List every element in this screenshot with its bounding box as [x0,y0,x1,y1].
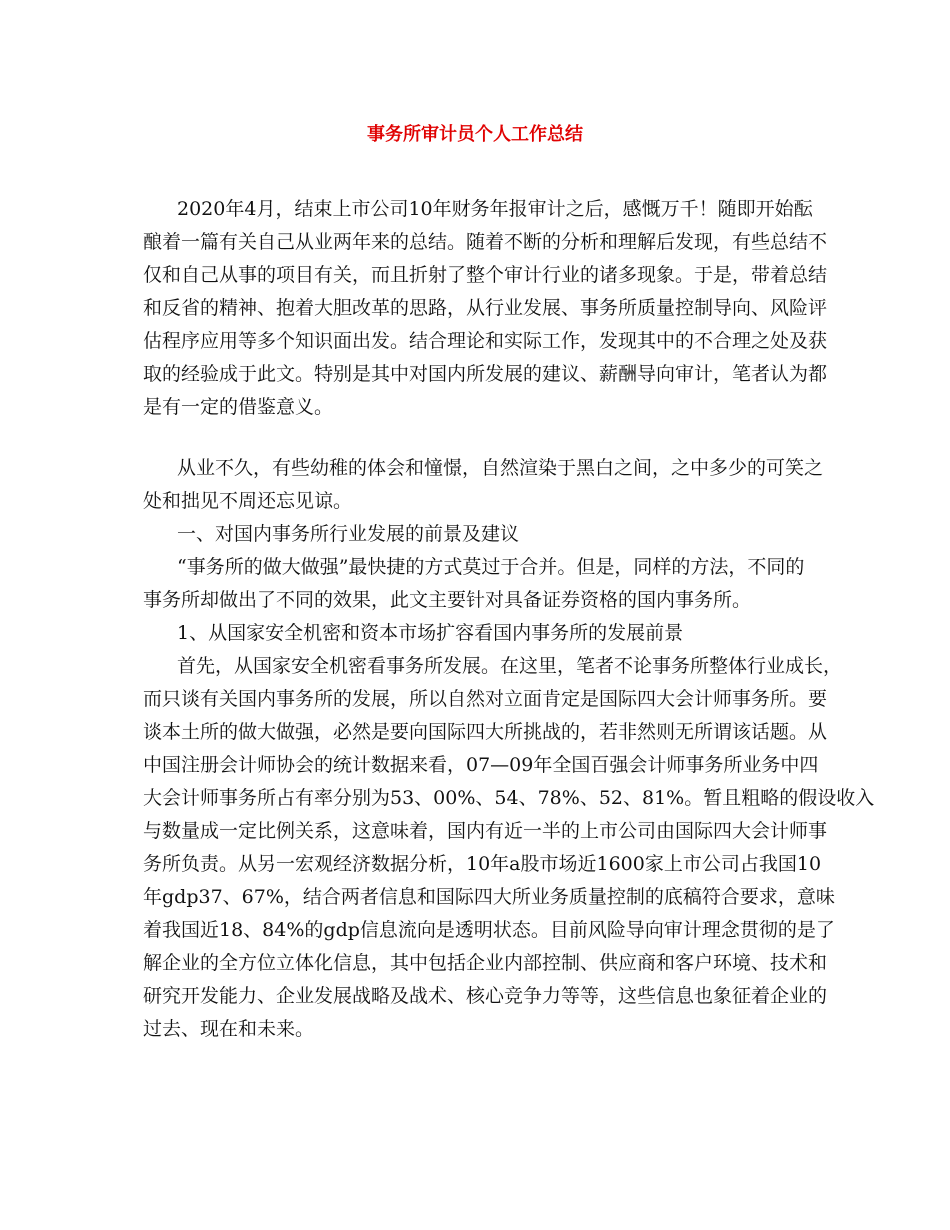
section-heading: 一、对国内事务所行业发展的前景及建议 [177,523,520,545]
paragraph-line: 过去、现在和未来。 [143,1018,315,1040]
paragraph-line: 而只谈有关国内事务所的发展，所以自然对立面肯定是国际四大会计师事务所。要 [143,688,828,710]
paragraph-line: 谈本土所的做大做强，必然是要向国际四大所挑战的，若非然则无所谓该话题。从 [143,721,828,743]
paragraph-line: 估程序应用等多个知识面出发。结合理论和实际工作，发现其中的不合理之处及获 [143,330,828,352]
paragraph-line: 首先，从国家安全机密看事务所发展。在这里，笔者不论事务所整体行业成长， [177,655,843,677]
paragraph-line: 着我国近18、84%的gdp信息流向是透明状态。目前风险导向审计理念贯彻的是了 [143,919,835,941]
paragraph-line: 和反省的精神、抱着大胆改革的思路，从行业发展、事务所质量控制导向、风险评 [143,297,828,319]
paragraph-line: 2020年4月，结束上市公司10年财务年报审计之后，感慨万千！随即开始酝 [177,198,813,220]
document-title: 事务所审计员个人工作总结 [367,124,583,145]
paragraph-line: 是有一定的借鉴意义。 [143,396,334,418]
subsection-heading: 1、从国家安全机密和资本市场扩容看国内事务所的发展前景 [177,622,684,644]
paragraph-line: 研究开发能力、企业发展战略及战术、核心竞争力等等，这些信息也象征着企业的 [143,985,828,1007]
paragraph-line: 从业不久，有些幼稚的体会和憧憬，自然渲染于黑白之间，之中多少的可笑之 [177,457,824,479]
paragraph-line: “事务所的做大做强”最快捷的方式莫过于合并。但是，同样的方法，不同的 [177,556,805,578]
paragraph-line: 中国注册会计师协会的统计数据来看，07—09年全国百强会计师事务所业务中四 [143,754,819,776]
paragraph-line: 事务所却做出了不同的效果，此文主要针对具备证券资格的国内事务所。 [143,589,752,611]
paragraph-line: 处和拙见不周还忘见谅。 [143,490,353,512]
paragraph-line: 取的经验成于此文。特别是其中对国内所发展的建议、薪酬导向审计，笔者认为都 [143,363,828,385]
paragraph-line: 大会计师事务所占有率分别为53、00%、54、78%、52、81%。暂且粗略的假设收入 [143,787,875,809]
paragraph-line: 解企业的全方位立体化信息，其中包括企业内部控制、供应商和客户环境、技术和 [143,952,828,974]
paragraph-line: 务所负责。从另一宏观经济数据分析，10年a股市场近1600家上市公司占我国10 [143,853,822,875]
paragraph-line: 与数量成一定比例关系，这意味着，国内有近一半的上市公司由国际四大会计师事 [143,820,828,842]
paragraph-line: 酿着一篇有关自己从业两年来的总结。随着不断的分析和理解后发现，有些总结不 [143,231,828,253]
paragraph-line: 年gdp37、67%，结合两者信息和国际四大所业务质量控制的底稿符合要求，意味 [143,886,835,908]
paragraph-line: 仅和自己从事的项目有关，而且折射了整个审计行业的诸多现象。于是，带着总结 [143,264,828,286]
